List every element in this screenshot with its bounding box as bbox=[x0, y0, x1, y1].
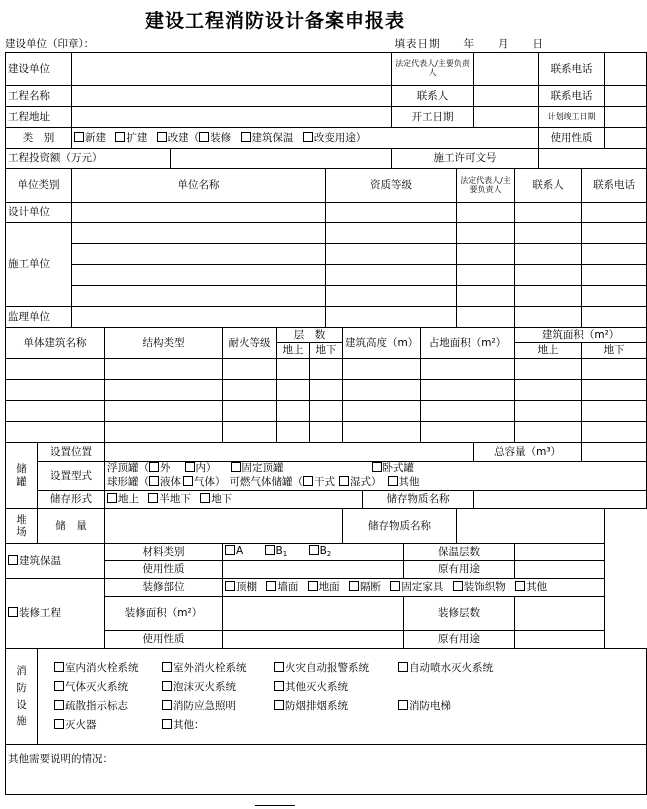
construction-unit-phone-1[interactable] bbox=[582, 223, 647, 244]
qualification-header: 资质等级 bbox=[326, 169, 457, 203]
checkbox-underground[interactable] bbox=[200, 493, 210, 503]
yard-text: 堆场 bbox=[16, 513, 27, 538]
insulation-original-use-value[interactable] bbox=[515, 561, 605, 579]
checkbox-sprinkler[interactable] bbox=[398, 662, 408, 672]
construction-unit-qual-4[interactable] bbox=[326, 286, 457, 307]
fire-item bbox=[398, 700, 508, 712]
legal-rep-label: 法定代表人/主要负责人 bbox=[392, 53, 474, 86]
material-type-label: 材料类别 bbox=[105, 544, 223, 561]
construction-unit-rep-1[interactable] bbox=[457, 223, 515, 244]
category-options bbox=[72, 128, 539, 149]
area-below-cell[interactable] bbox=[582, 422, 647, 443]
build-unit-seal-label: 建设单位（印章）： bbox=[5, 38, 95, 50]
insulation-layers-label: 保温层数 bbox=[404, 544, 515, 561]
construction-unit-name-1[interactable] bbox=[72, 223, 326, 244]
building-name-cell[interactable] bbox=[6, 359, 105, 380]
total-capacity-value[interactable] bbox=[582, 443, 647, 462]
spherical-text: 球形罐（ bbox=[107, 476, 149, 488]
construction-unit-qual-2[interactable] bbox=[326, 244, 457, 265]
fabric-text: 装饰织物 bbox=[463, 581, 506, 594]
structure-cell[interactable] bbox=[105, 380, 223, 401]
wall-text: 墙面 bbox=[277, 581, 299, 594]
floors-above-header: 地上 bbox=[277, 343, 310, 359]
decoration-area-value[interactable] bbox=[223, 597, 404, 631]
sprinkler-text: 自动喷水灭火系统 bbox=[409, 661, 493, 674]
fire-item bbox=[274, 662, 398, 674]
outer-text: 外 bbox=[160, 462, 171, 475]
investment-value[interactable] bbox=[171, 149, 392, 169]
decoration-original-use-label: 原有用途 bbox=[404, 631, 515, 649]
wet-text: 湿式） bbox=[350, 476, 382, 488]
unit-phone-header: 联系电话 bbox=[582, 169, 647, 203]
checkbox-new[interactable] bbox=[74, 132, 84, 142]
checkbox-material-b1[interactable] bbox=[265, 545, 275, 555]
fire-item-empty bbox=[398, 681, 508, 693]
design-unit-label: 设计单位 bbox=[6, 203, 72, 223]
checkbox-other-decoration[interactable] bbox=[515, 581, 525, 591]
checkbox-wall[interactable] bbox=[266, 581, 276, 591]
other-extinguish-text: 其他灭火系统 bbox=[285, 680, 348, 693]
area-below-cell[interactable] bbox=[582, 359, 647, 380]
checkbox-material-a[interactable] bbox=[225, 545, 235, 555]
checkbox-smoke-exhaust[interactable] bbox=[274, 700, 284, 710]
category-option-change-use: 改变用途） bbox=[313, 131, 367, 144]
form-title: 建设工程消防设计备案申报表 bbox=[144, 10, 405, 32]
partition-text: 隔断 bbox=[360, 581, 382, 594]
building-row bbox=[6, 422, 647, 443]
storage-tank-text: 储罐 bbox=[16, 463, 27, 488]
building-row bbox=[6, 359, 647, 380]
set-type-options bbox=[105, 462, 647, 491]
fire-item bbox=[54, 719, 162, 731]
fire-item bbox=[398, 662, 508, 674]
building-row bbox=[6, 380, 647, 401]
construction-unit-contact-3[interactable] bbox=[515, 265, 582, 286]
fire-facilities-label bbox=[6, 649, 38, 745]
fill-date-label: 填表日期 年 月 日 bbox=[394, 38, 544, 50]
storage-form-label: 储存形式 bbox=[38, 491, 105, 509]
checkbox-fire-alarm[interactable] bbox=[274, 662, 284, 672]
fire-rating-header: 耐火等级 bbox=[223, 328, 277, 359]
insulation-usage-value[interactable] bbox=[223, 561, 404, 579]
inner-text: 内） bbox=[195, 462, 217, 475]
permit-no-value[interactable] bbox=[539, 149, 647, 169]
decoration-usage-label: 使用性质 bbox=[105, 631, 223, 649]
structure-cell[interactable] bbox=[105, 422, 223, 443]
yard-material-label: 储存物质名称 bbox=[343, 509, 457, 544]
unit-name-header: 单位名称 bbox=[72, 169, 326, 203]
checkbox-above-ground[interactable] bbox=[107, 493, 117, 503]
contact-person-label: 联系人 bbox=[392, 86, 474, 107]
fire-rating-cell[interactable] bbox=[223, 359, 277, 380]
above-ground-text: 地上 bbox=[118, 493, 139, 506]
other-facility-text: 其他： bbox=[173, 719, 205, 732]
storage-tank-label bbox=[6, 443, 38, 509]
outdoor-hydrant-text: 室外消火栓系统 bbox=[173, 661, 247, 674]
building-row bbox=[6, 401, 647, 422]
design-unit-phone[interactable] bbox=[582, 203, 647, 223]
construction-unit-rep-4[interactable] bbox=[457, 286, 515, 307]
contact-phone-label-2: 联系电话 bbox=[539, 86, 605, 107]
fire-facilities-options bbox=[38, 649, 647, 745]
building-name-header: 单体建筑名称 bbox=[6, 328, 105, 359]
height-cell[interactable] bbox=[343, 380, 421, 401]
design-unit-qualification[interactable] bbox=[326, 203, 457, 223]
checkbox-outer[interactable] bbox=[149, 462, 159, 472]
decoration-label-cell bbox=[6, 579, 105, 649]
checkbox-material-b2[interactable] bbox=[309, 545, 319, 555]
build-unit-value[interactable] bbox=[72, 53, 392, 86]
unit-type-header: 单位类别 bbox=[6, 169, 72, 203]
checkbox-liquid[interactable] bbox=[149, 476, 159, 486]
checkbox-floor[interactable] bbox=[308, 581, 318, 591]
checkbox-gas[interactable] bbox=[183, 476, 193, 486]
start-date-value[interactable] bbox=[474, 107, 539, 128]
checkbox-insulation-section[interactable] bbox=[8, 555, 18, 565]
structure-cell[interactable] bbox=[105, 359, 223, 380]
checkbox-partition[interactable] bbox=[349, 581, 359, 591]
underground-text: 地下 bbox=[211, 493, 233, 506]
fire-item bbox=[162, 681, 274, 693]
material-b1-sub: 1 bbox=[282, 550, 288, 559]
building-name-cell[interactable] bbox=[6, 401, 105, 422]
combustible-gas-text: 可燃气体储罐（ bbox=[229, 476, 303, 488]
supervision-unit-phone[interactable] bbox=[582, 307, 647, 328]
building-area-header: 建筑面积（m²） bbox=[515, 328, 647, 343]
checkbox-change-use[interactable] bbox=[303, 132, 313, 142]
project-name-label: 工程名称 bbox=[6, 86, 72, 107]
other-notes-label: 其他需要说明的情况： bbox=[8, 753, 113, 765]
foam-text: 泡沫灭火系统 bbox=[173, 680, 236, 693]
other-decoration-text: 其他 bbox=[526, 581, 548, 594]
checkbox-gas-extinguish[interactable] bbox=[54, 681, 64, 691]
area-above-cell[interactable] bbox=[515, 422, 582, 443]
fixed-roof-text: 固定顶罐 bbox=[241, 462, 284, 475]
height-cell[interactable] bbox=[343, 401, 421, 422]
area-above-header: 地上 bbox=[515, 343, 582, 359]
category-option-extend: 扩建 bbox=[126, 131, 148, 144]
checkbox-insulation[interactable] bbox=[241, 132, 251, 142]
total-capacity-label: 总容量（m³） bbox=[474, 443, 582, 462]
checkbox-emergency-light[interactable] bbox=[162, 700, 172, 710]
floors-below-cell[interactable] bbox=[310, 401, 343, 422]
checkbox-evac-sign[interactable] bbox=[54, 700, 64, 710]
construction-unit-contact-1[interactable] bbox=[515, 223, 582, 244]
checkbox-dry[interactable] bbox=[303, 476, 313, 486]
construction-unit-name-4[interactable] bbox=[72, 286, 326, 307]
other-notes-cell[interactable] bbox=[6, 745, 647, 795]
construction-unit-qual-1[interactable] bbox=[326, 223, 457, 244]
decoration-parts-options bbox=[223, 579, 605, 597]
checkbox-fabric[interactable] bbox=[453, 581, 463, 591]
dry-text: 干式 bbox=[314, 476, 335, 488]
fire-rating-cell[interactable] bbox=[223, 422, 277, 443]
supervision-unit-label: 监理单位 bbox=[6, 307, 72, 328]
insulation-usage-label: 使用性质 bbox=[105, 561, 223, 579]
land-area-header: 占地面积（m²） bbox=[421, 328, 515, 359]
category-option-new: 新建 bbox=[85, 131, 106, 144]
registration-form-table bbox=[5, 52, 647, 795]
fire-elevator-text: 消防电梯 bbox=[409, 700, 451, 712]
legal-rep-value[interactable] bbox=[474, 53, 539, 86]
construction-unit-name-2[interactable] bbox=[72, 244, 326, 265]
category-label: 类 别 bbox=[6, 128, 72, 149]
fixed-furniture-text: 固定家具 bbox=[401, 581, 444, 594]
insulation-original-use-label: 原有用途 bbox=[404, 561, 515, 579]
fire-item bbox=[274, 700, 398, 712]
build-unit-label: 建设单位 bbox=[6, 53, 72, 86]
stored-material-label: 储存物质名称 bbox=[363, 491, 474, 509]
usage-value[interactable] bbox=[605, 128, 647, 149]
height-cell[interactable] bbox=[343, 359, 421, 380]
decoration-floors-value[interactable] bbox=[515, 597, 605, 631]
insulation-layers-value[interactable] bbox=[515, 544, 605, 561]
construction-unit-name-3[interactable] bbox=[72, 265, 326, 286]
floating-roof-text: 浮顶罐（ bbox=[107, 462, 149, 475]
construction-unit-phone-2[interactable] bbox=[582, 244, 647, 265]
contact-person-value[interactable] bbox=[474, 86, 539, 107]
checkbox-other-extinguish[interactable] bbox=[274, 681, 284, 691]
construction-unit-phone-4[interactable] bbox=[582, 286, 647, 307]
fire-item bbox=[54, 662, 162, 674]
set-position-label: 设置位置 bbox=[38, 443, 105, 462]
area-below-cell[interactable] bbox=[582, 401, 647, 422]
checkbox-inner[interactable] bbox=[185, 462, 195, 472]
yard-reserve-label: 储 量 bbox=[38, 509, 105, 544]
checkbox-decorate[interactable] bbox=[199, 132, 209, 142]
material-type-options bbox=[223, 544, 404, 561]
category-option-rebuild: 改建（ bbox=[167, 131, 200, 144]
floors-header: 层 数 bbox=[277, 328, 343, 343]
design-unit-legal-rep[interactable] bbox=[457, 203, 515, 223]
smoke-exhaust-text: 防烟排烟系统 bbox=[285, 700, 348, 712]
construction-unit-qual-3[interactable] bbox=[326, 265, 457, 286]
material-b1-text: B bbox=[275, 545, 283, 558]
fire-alarm-text: 火灾自动报警系统 bbox=[285, 661, 369, 674]
permit-no-label: 施工许可文号 bbox=[392, 149, 539, 169]
fire-item bbox=[274, 681, 398, 693]
checkbox-indoor-hydrant[interactable] bbox=[54, 662, 64, 672]
yard-reserve-value[interactable] bbox=[105, 509, 343, 544]
horizontal-text: 卧式罐 bbox=[382, 462, 414, 475]
construction-unit-rep-2[interactable] bbox=[457, 244, 515, 265]
construction-unit-contact-2[interactable] bbox=[515, 244, 582, 265]
decoration-original-use-value[interactable] bbox=[515, 631, 605, 649]
checkbox-extend[interactable] bbox=[115, 132, 125, 142]
decoration-area-label: 装修面积（m²） bbox=[105, 597, 223, 631]
checkbox-other-tank[interactable] bbox=[388, 476, 398, 486]
fire-facilities-text: 消防设施 bbox=[16, 664, 27, 728]
floors-below-header: 地下 bbox=[310, 343, 343, 359]
contact-phone-value[interactable] bbox=[605, 53, 647, 86]
floors-below-cell[interactable] bbox=[310, 359, 343, 380]
start-date-label: 开工日期 bbox=[392, 107, 474, 128]
other-tank-text: 其他 bbox=[398, 476, 420, 488]
fire-rating-cell[interactable] bbox=[223, 401, 277, 422]
checkbox-fire-elevator[interactable] bbox=[398, 700, 408, 710]
unit-legal-rep-header: 法定代表人/主要负责人 bbox=[457, 169, 515, 203]
checkbox-foam[interactable] bbox=[162, 681, 172, 691]
supervision-unit-qual[interactable] bbox=[326, 307, 457, 328]
decoration-parts-label: 装修部位 bbox=[105, 579, 223, 597]
decoration-floors-label: 装修层数 bbox=[404, 597, 515, 631]
area-below-header: 地下 bbox=[582, 343, 647, 359]
checkbox-fixed-roof[interactable] bbox=[231, 462, 241, 472]
structure-cell[interactable] bbox=[105, 401, 223, 422]
gas-text: 气体） bbox=[194, 476, 226, 488]
insulation-label-cell bbox=[6, 544, 105, 579]
checkbox-ceiling[interactable] bbox=[225, 581, 235, 591]
land-area-cell[interactable] bbox=[421, 422, 515, 443]
height-header: 建筑高度（m） bbox=[343, 328, 421, 359]
checkbox-horizontal[interactable] bbox=[372, 462, 382, 472]
fire-item bbox=[162, 700, 274, 712]
checkbox-other-facility[interactable] bbox=[162, 719, 172, 729]
construction-unit-label: 施工单位 bbox=[6, 223, 72, 307]
area-above-cell[interactable] bbox=[515, 359, 582, 380]
contact-phone-label: 联系电话 bbox=[539, 53, 605, 86]
fire-item bbox=[54, 700, 162, 712]
floors-above-cell[interactable] bbox=[277, 422, 310, 443]
unit-contact-header: 联系人 bbox=[515, 169, 582, 203]
floors-above-cell[interactable] bbox=[277, 401, 310, 422]
footer-divider bbox=[255, 805, 295, 806]
checkbox-extinguisher[interactable] bbox=[54, 719, 64, 729]
emergency-light-text: 消防应急照明 bbox=[173, 700, 236, 712]
project-address-label: 工程地址 bbox=[6, 107, 72, 128]
investment-label: 工程投资额（万元） bbox=[6, 149, 171, 169]
checkbox-decoration-section[interactable] bbox=[8, 607, 18, 617]
supervision-unit-contact[interactable] bbox=[515, 307, 582, 328]
area-above-cell[interactable] bbox=[515, 380, 582, 401]
floors-above-cell[interactable] bbox=[277, 359, 310, 380]
project-name-value[interactable] bbox=[72, 86, 392, 107]
decoration-label: 装修工程 bbox=[19, 607, 61, 620]
floors-above-cell[interactable] bbox=[277, 380, 310, 401]
fire-item bbox=[162, 662, 274, 674]
insulation-label: 建筑保温 bbox=[19, 554, 61, 567]
storage-form-options bbox=[105, 491, 363, 509]
fire-item bbox=[162, 719, 274, 731]
checkbox-rebuild[interactable] bbox=[157, 132, 167, 142]
decoration-usage-value[interactable] bbox=[223, 631, 404, 649]
land-area-cell[interactable] bbox=[421, 380, 515, 401]
evac-sign-text: 疏散指示标志 bbox=[65, 700, 128, 712]
land-area-cell[interactable] bbox=[421, 359, 515, 380]
building-name-cell[interactable] bbox=[6, 422, 105, 443]
design-unit-contact[interactable] bbox=[515, 203, 582, 223]
floors-below-cell[interactable] bbox=[310, 380, 343, 401]
supervision-unit-name[interactable] bbox=[72, 307, 326, 328]
usage-label: 使用性质 bbox=[539, 128, 605, 149]
structure-type-header: 结构类型 bbox=[105, 328, 223, 359]
ceiling-text: 顶棚 bbox=[236, 581, 257, 594]
design-unit-name[interactable] bbox=[72, 203, 326, 223]
indoor-hydrant-text: 室内消火栓系统 bbox=[65, 661, 139, 674]
area-above-cell[interactable] bbox=[515, 401, 582, 422]
semi-underground-text: 半地下 bbox=[159, 493, 191, 506]
construction-unit-phone-3[interactable] bbox=[582, 265, 647, 286]
material-b2-text: B bbox=[319, 545, 327, 558]
checkbox-fixed-furniture[interactable] bbox=[390, 581, 400, 591]
building-name-cell[interactable] bbox=[6, 380, 105, 401]
stored-material-value[interactable] bbox=[474, 491, 647, 509]
extinguisher-text: 灭火器 bbox=[65, 719, 97, 732]
floors-below-cell[interactable] bbox=[310, 422, 343, 443]
checkbox-wet[interactable] bbox=[339, 476, 349, 486]
area-below-cell[interactable] bbox=[582, 380, 647, 401]
yard-material-value[interactable] bbox=[457, 509, 605, 544]
set-position-value[interactable] bbox=[105, 443, 474, 462]
planned-finish-value[interactable] bbox=[605, 107, 647, 128]
planned-finish-label: 计划竣工日期 bbox=[539, 107, 605, 128]
set-type-label: 设置型式 bbox=[38, 462, 105, 491]
construction-unit-rep-3[interactable] bbox=[457, 265, 515, 286]
material-a-text: A bbox=[236, 545, 244, 558]
checkbox-outdoor-hydrant[interactable] bbox=[162, 662, 172, 672]
fire-rating-cell[interactable] bbox=[223, 380, 277, 401]
checkbox-semi-underground[interactable] bbox=[148, 493, 158, 503]
fire-item bbox=[54, 681, 162, 693]
yard-label bbox=[6, 509, 38, 544]
land-area-cell[interactable] bbox=[421, 401, 515, 422]
project-address-value[interactable] bbox=[72, 107, 392, 128]
gas-extinguish-text: 气体灭火系统 bbox=[65, 680, 128, 693]
liquid-text: 液体 bbox=[160, 476, 181, 488]
supervision-unit-rep[interactable] bbox=[457, 307, 515, 328]
floor-text: 地面 bbox=[318, 581, 340, 594]
category-option-decorate: 装修 bbox=[210, 131, 232, 144]
material-b2-sub: 2 bbox=[326, 550, 332, 559]
height-cell[interactable] bbox=[343, 422, 421, 443]
construction-unit-contact-4[interactable] bbox=[515, 286, 582, 307]
category-option-insulation: 建筑保温 bbox=[251, 131, 294, 144]
contact-phone-value-2[interactable] bbox=[605, 86, 647, 107]
